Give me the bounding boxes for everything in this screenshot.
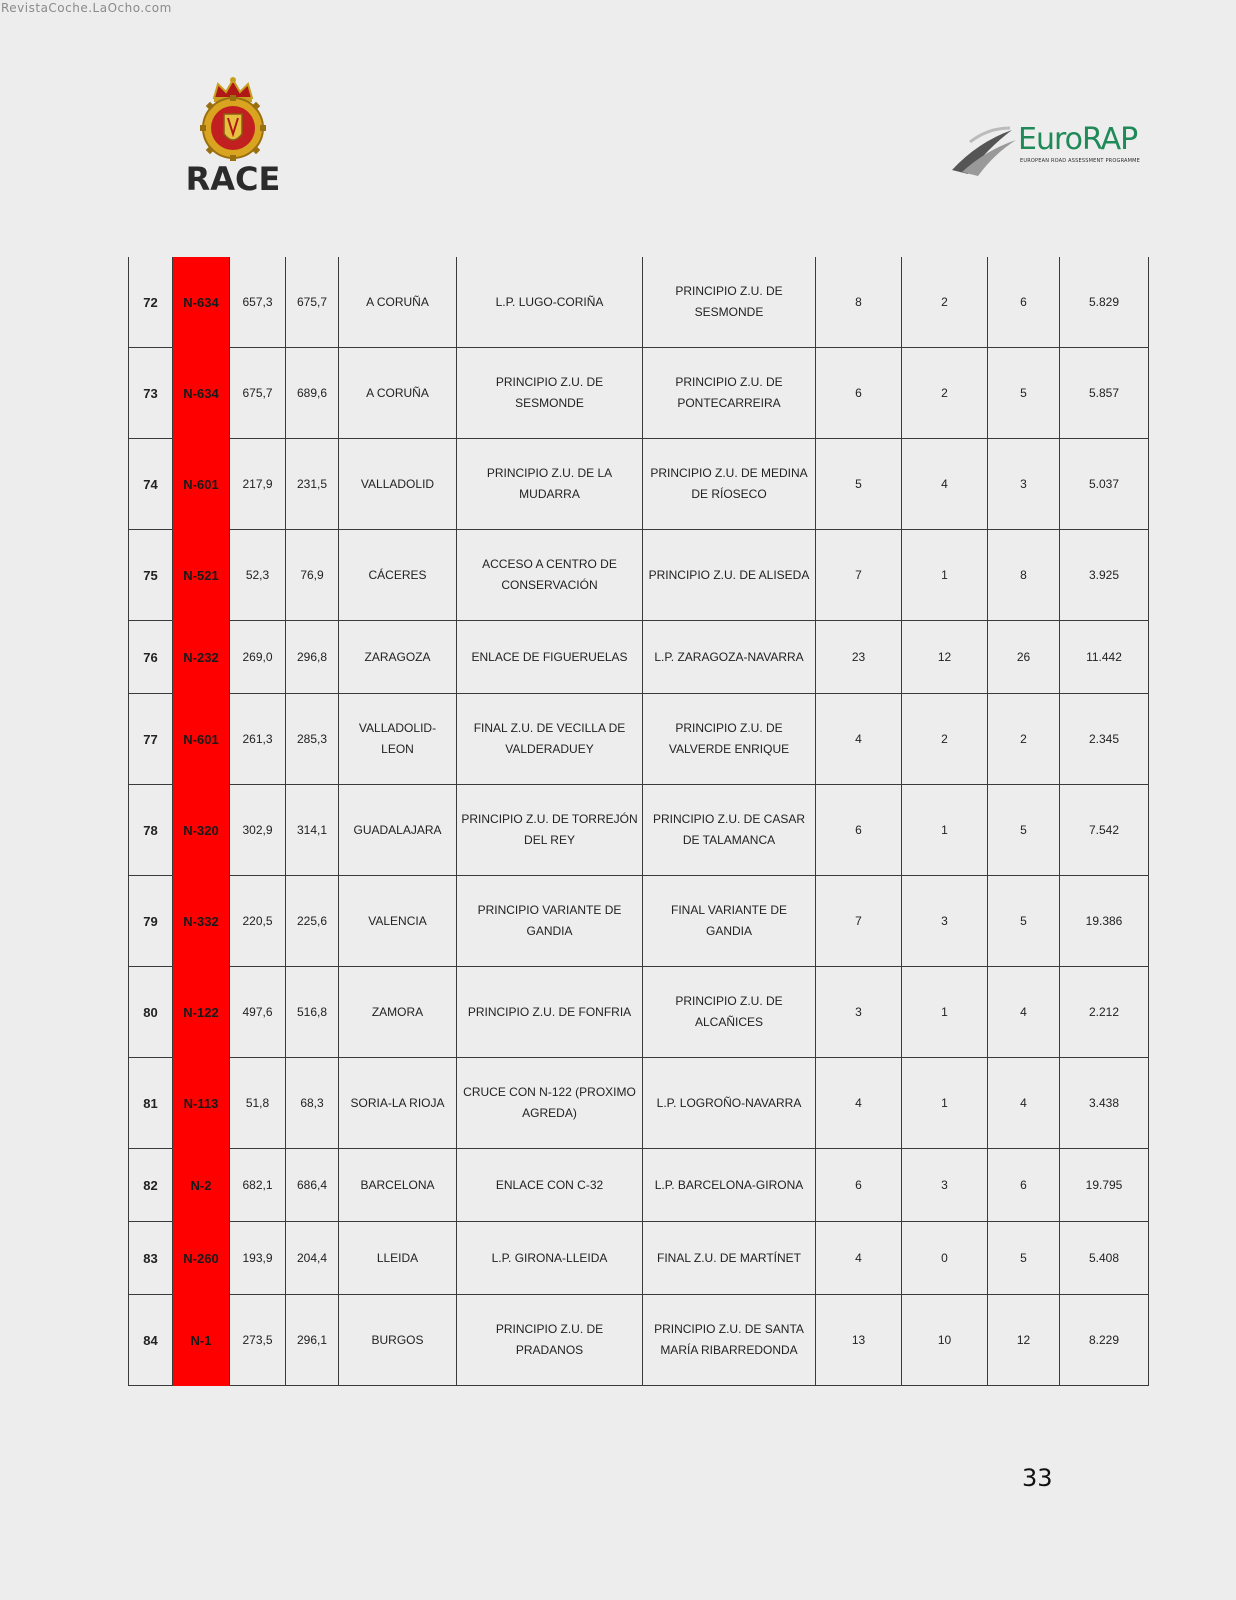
count-3-cell: 6 — [988, 1149, 1060, 1222]
km-end-cell: 204,4 — [286, 1222, 339, 1295]
km-end-cell: 296,1 — [286, 1295, 339, 1386]
province-cell: BARCELONA — [339, 1149, 457, 1222]
province-cell: VALENCIA — [339, 876, 457, 967]
section-start-cell: PRINCIPIO Z.U. DE PRADANOS — [457, 1295, 643, 1386]
table-row — [129, 1058, 1149, 1149]
km-start-cell: 675,7 — [230, 348, 286, 439]
section-number-cell: 79 — [129, 876, 173, 967]
section-end-cell: PRINCIPIO Z.U. DE MEDINA DE RÍOSECO — [643, 439, 816, 530]
road-code-cell: N-122 — [173, 967, 230, 1058]
traffic-imd-cell: 11.442 — [1060, 621, 1149, 694]
count-1-cell: 4 — [816, 694, 902, 785]
count-1-cell: 6 — [816, 785, 902, 876]
count-2-cell: 2 — [902, 348, 988, 439]
province-cell: VALLADOLID-LEON — [339, 694, 457, 785]
count-2-cell: 1 — [902, 1058, 988, 1149]
count-2-cell: 3 — [902, 1149, 988, 1222]
count-3-cell: 3 — [988, 439, 1060, 530]
count-1-cell: 7 — [816, 876, 902, 967]
section-number-cell: 80 — [129, 967, 173, 1058]
count-2-cell: 2 — [902, 257, 988, 348]
section-start-cell: L.P. LUGO-CORIÑA — [457, 257, 643, 348]
km-start-cell: 51,8 — [230, 1058, 286, 1149]
km-start-cell: 273,5 — [230, 1295, 286, 1386]
province-cell: LLEIDA — [339, 1222, 457, 1295]
km-start-cell: 220,5 — [230, 876, 286, 967]
road-code-cell: N-2 — [173, 1149, 230, 1222]
count-2-cell: 12 — [902, 621, 988, 694]
section-number-cell: 84 — [129, 1295, 173, 1386]
km-start-cell: 193,9 — [230, 1222, 286, 1295]
count-2-cell: 1 — [902, 530, 988, 621]
count-2-cell: 1 — [902, 785, 988, 876]
province-cell: BURGOS — [339, 1295, 457, 1386]
section-end-cell: FINAL VARIANTE DE GANDIA — [643, 876, 816, 967]
section-end-cell: PRINCIPIO Z.U. DE SANTA MARÍA RIBARREDONDA — [643, 1295, 816, 1386]
km-start-cell: 682,1 — [230, 1149, 286, 1222]
count-3-cell: 2 — [988, 694, 1060, 785]
km-start-cell: 261,3 — [230, 694, 286, 785]
traffic-imd-cell: 2.345 — [1060, 694, 1149, 785]
table-row — [129, 257, 1149, 348]
section-number-cell: 83 — [129, 1222, 173, 1295]
km-end-cell: 296,8 — [286, 621, 339, 694]
section-end-cell: L.P. LOGROÑO-NAVARRA — [643, 1058, 816, 1149]
count-1-cell: 6 — [816, 1149, 902, 1222]
section-end-cell: L.P. BARCELONA-GIRONA — [643, 1149, 816, 1222]
count-2-cell: 10 — [902, 1295, 988, 1386]
count-3-cell: 4 — [988, 967, 1060, 1058]
km-end-cell: 285,3 — [286, 694, 339, 785]
km-start-cell: 217,9 — [230, 439, 286, 530]
count-1-cell: 7 — [816, 530, 902, 621]
count-2-cell: 4 — [902, 439, 988, 530]
section-end-cell: FINAL Z.U. DE MARTÍNET — [643, 1222, 816, 1295]
crown-crest-icon — [170, 76, 296, 162]
page-number: 33 — [1022, 1464, 1053, 1492]
section-end-cell: PRINCIPIO Z.U. DE ALISEDA — [643, 530, 816, 621]
count-3-cell: 26 — [988, 621, 1060, 694]
section-number-cell: 82 — [129, 1149, 173, 1222]
province-cell: CÁCERES — [339, 530, 457, 621]
km-start-cell: 52,3 — [230, 530, 286, 621]
count-3-cell: 5 — [988, 1222, 1060, 1295]
section-number-cell: 77 — [129, 694, 173, 785]
race-logo-text: RACE — [185, 160, 281, 198]
count-1-cell: 5 — [816, 439, 902, 530]
section-start-cell: ACCESO A CENTRO DE CONSERVACIÓN — [457, 530, 643, 621]
count-3-cell: 5 — [988, 876, 1060, 967]
section-number-cell: 74 — [129, 439, 173, 530]
race-logo — [170, 76, 296, 196]
count-3-cell: 6 — [988, 257, 1060, 348]
km-start-cell: 497,6 — [230, 967, 286, 1058]
traffic-imd-cell: 19.795 — [1060, 1149, 1149, 1222]
province-cell: A CORUÑA — [339, 348, 457, 439]
eurorap-logo-text: EuroRAP — [1018, 122, 1138, 157]
province-cell: VALLADOLID — [339, 439, 457, 530]
traffic-imd-cell: 5.037 — [1060, 439, 1149, 530]
count-1-cell: 3 — [816, 967, 902, 1058]
km-end-cell: 68,3 — [286, 1058, 339, 1149]
road-sections-table — [128, 257, 1149, 1386]
count-1-cell: 4 — [816, 1058, 902, 1149]
count-1-cell: 4 — [816, 1222, 902, 1295]
km-start-cell: 657,3 — [230, 257, 286, 348]
section-end-cell: PRINCIPIO Z.U. DE SESMONDE — [643, 257, 816, 348]
count-3-cell: 12 — [988, 1295, 1060, 1386]
table-row — [129, 967, 1149, 1058]
section-end-cell: PRINCIPIO Z.U. DE VALVERDE ENRIQUE — [643, 694, 816, 785]
section-number-cell: 73 — [129, 348, 173, 439]
km-end-cell: 231,5 — [286, 439, 339, 530]
traffic-imd-cell: 3.438 — [1060, 1058, 1149, 1149]
eurorap-logo — [948, 122, 1141, 178]
section-end-cell: L.P. ZARAGOZA-NAVARRA — [643, 621, 816, 694]
section-start-cell: ENLACE CON C-32 — [457, 1149, 643, 1222]
section-start-cell: PRINCIPIO Z.U. DE SESMONDE — [457, 348, 643, 439]
km-start-cell: 269,0 — [230, 621, 286, 694]
section-start-cell: ENLACE DE FIGUERUELAS — [457, 621, 643, 694]
traffic-imd-cell: 8.229 — [1060, 1295, 1149, 1386]
section-number-cell: 81 — [129, 1058, 173, 1149]
km-end-cell: 675,7 — [286, 257, 339, 348]
section-start-cell: CRUCE CON N-122 (PROXIMO AGREDA) — [457, 1058, 643, 1149]
table-row — [129, 785, 1149, 876]
section-number-cell: 75 — [129, 530, 173, 621]
km-end-cell: 689,6 — [286, 348, 339, 439]
section-end-cell: PRINCIPIO Z.U. DE PONTECARREIRA — [643, 348, 816, 439]
road-code-cell: N-113 — [173, 1058, 230, 1149]
table-row — [129, 621, 1149, 694]
traffic-imd-cell: 3.925 — [1060, 530, 1149, 621]
section-start-cell: L.P. GIRONA-LLEIDA — [457, 1222, 643, 1295]
km-end-cell: 314,1 — [286, 785, 339, 876]
table-row — [129, 1295, 1149, 1386]
count-3-cell: 8 — [988, 530, 1060, 621]
traffic-imd-cell: 5.829 — [1060, 257, 1149, 348]
section-number-cell: 72 — [129, 257, 173, 348]
road-code-cell: N-634 — [173, 257, 230, 348]
count-1-cell: 6 — [816, 348, 902, 439]
count-1-cell: 8 — [816, 257, 902, 348]
province-cell: SORIA-LA RIOJA — [339, 1058, 457, 1149]
km-end-cell: 76,9 — [286, 530, 339, 621]
road-code-cell: N-332 — [173, 876, 230, 967]
road-code-cell: N-634 — [173, 348, 230, 439]
km-start-cell: 302,9 — [230, 785, 286, 876]
road-code-cell: N-601 — [173, 694, 230, 785]
section-start-cell: PRINCIPIO Z.U. DE TORREJÓN DEL REY — [457, 785, 643, 876]
traffic-imd-cell: 5.857 — [1060, 348, 1149, 439]
table-row — [129, 530, 1149, 621]
count-3-cell: 5 — [988, 785, 1060, 876]
count-1-cell: 23 — [816, 621, 902, 694]
count-2-cell: 2 — [902, 694, 988, 785]
road-code-cell: N-521 — [173, 530, 230, 621]
road-code-cell: N-1 — [173, 1295, 230, 1386]
km-end-cell: 225,6 — [286, 876, 339, 967]
count-1-cell: 13 — [816, 1295, 902, 1386]
section-start-cell: PRINCIPIO Z.U. DE LA MUDARRA — [457, 439, 643, 530]
road-code-cell: N-232 — [173, 621, 230, 694]
section-number-cell: 78 — [129, 785, 173, 876]
section-start-cell: PRINCIPIO VARIANTE DE GANDIA — [457, 876, 643, 967]
watermark: RevistaCoche.LaOcho.com — [1, 1, 172, 15]
traffic-imd-cell: 5.408 — [1060, 1222, 1149, 1295]
traffic-imd-cell: 19.386 — [1060, 876, 1149, 967]
section-start-cell: FINAL Z.U. DE VECILLA DE VALDERADUEY — [457, 694, 643, 785]
table-row — [129, 876, 1149, 967]
traffic-imd-cell: 2.212 — [1060, 967, 1149, 1058]
count-2-cell: 0 — [902, 1222, 988, 1295]
section-number-cell: 76 — [129, 621, 173, 694]
road-swoosh-icon — [948, 122, 1020, 178]
province-cell: GUADALAJARA — [339, 785, 457, 876]
road-code-cell: N-320 — [173, 785, 230, 876]
count-3-cell: 5 — [988, 348, 1060, 439]
table-row — [129, 1222, 1149, 1295]
province-cell: ZAMORA — [339, 967, 457, 1058]
section-end-cell: PRINCIPIO Z.U. DE CASAR DE TALAMANCA — [643, 785, 816, 876]
road-code-cell: N-260 — [173, 1222, 230, 1295]
km-end-cell: 686,4 — [286, 1149, 339, 1222]
traffic-imd-cell: 7.542 — [1060, 785, 1149, 876]
table-row — [129, 439, 1149, 530]
section-end-cell: PRINCIPIO Z.U. DE ALCAÑICES — [643, 967, 816, 1058]
table-row — [129, 1149, 1149, 1222]
count-2-cell: 1 — [902, 967, 988, 1058]
province-cell: ZARAGOZA — [339, 621, 457, 694]
section-start-cell: PRINCIPIO Z.U. DE FONFRIA — [457, 967, 643, 1058]
count-2-cell: 3 — [902, 876, 988, 967]
table-row — [129, 348, 1149, 439]
count-3-cell: 4 — [988, 1058, 1060, 1149]
road-code-cell: N-601 — [173, 439, 230, 530]
km-end-cell: 516,8 — [286, 967, 339, 1058]
province-cell: A CORUÑA — [339, 257, 457, 348]
eurorap-logo-subtitle: EUROPEAN ROAD ASSESSMENT PROGRAMME — [1020, 158, 1141, 164]
table-row — [129, 694, 1149, 785]
